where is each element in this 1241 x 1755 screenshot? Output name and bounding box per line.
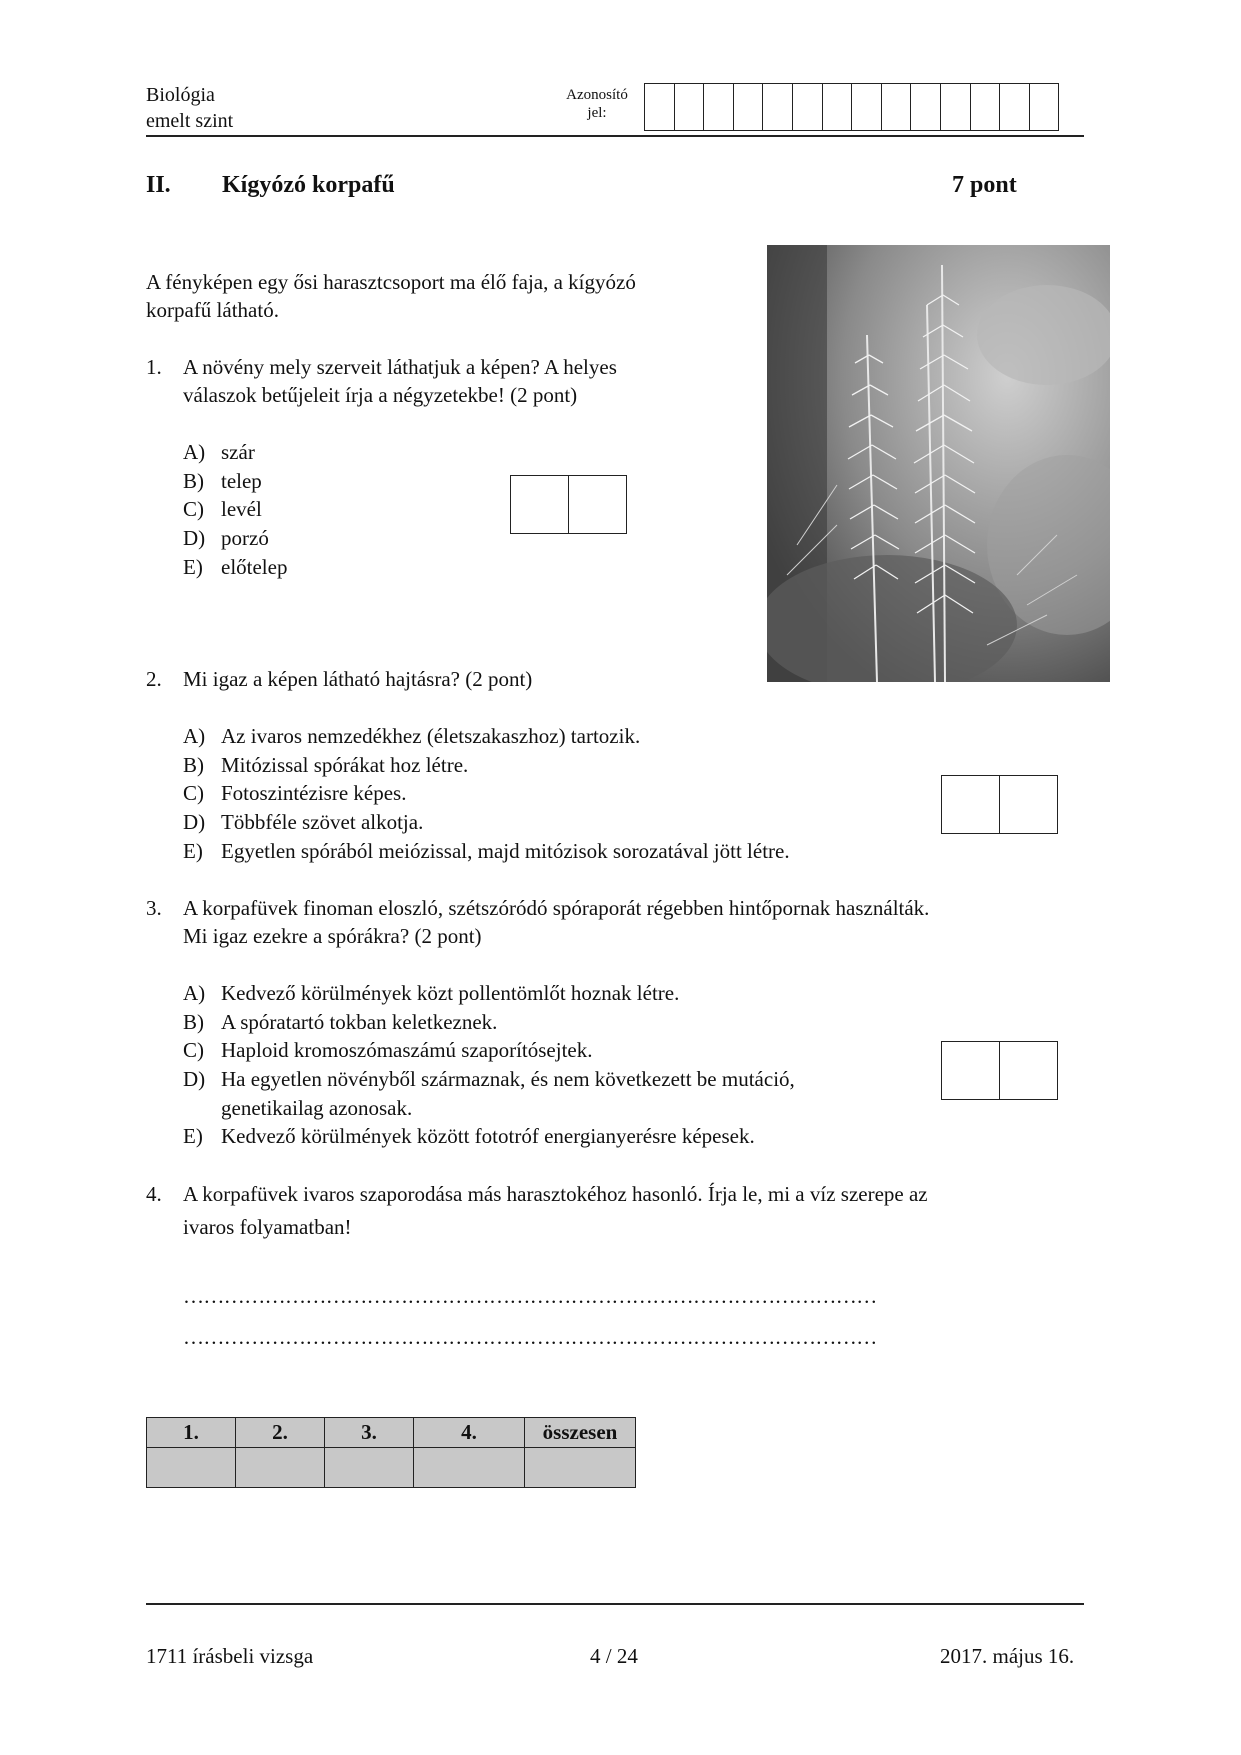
id-label: Azonosító jel:: [566, 87, 628, 121]
q4-answer-line-2[interactable]: …………………………………………………………………………………………: [183, 1325, 877, 1349]
q2-options: [183, 723, 790, 866]
option: D) Ha egyetlen növényből származnak, és nem következett be mutáció,: [183, 1067, 795, 1092]
q3-line-2: Mi igaz ezekre a spórákra? (2 pont): [183, 924, 482, 948]
header-level: emelt szint: [146, 110, 234, 132]
q1-line-1: A növény mely szerveit láthatjuk a képen? A helyes: [183, 355, 617, 379]
q1-number: 1.: [146, 355, 162, 379]
score-header-2: 2.: [236, 1418, 325, 1448]
score-header-total: összesen: [525, 1418, 636, 1448]
intro-line-2: korpafű látható.: [146, 298, 279, 322]
option: A) szár: [183, 440, 255, 464]
option: genetikailag azonosak.: [221, 1095, 413, 1120]
option: B) A spóratartó tokban keletkeznek.: [183, 1009, 498, 1034]
section-number: II.: [146, 172, 171, 198]
option: E) előtelep: [183, 554, 288, 579]
footer-exam-code: 1711 írásbeli vizsga: [146, 1644, 314, 1668]
option: C) levél: [183, 497, 262, 522]
q3-answer-boxes[interactable]: [941, 1041, 1058, 1100]
option: C) Fotoszintézisre képes.: [183, 781, 407, 806]
score-cell-2[interactable]: [236, 1448, 325, 1488]
q2-number: 2.: [146, 667, 162, 691]
score-cell-3[interactable]: [325, 1448, 414, 1488]
q2-answer-boxes[interactable]: [941, 775, 1058, 834]
section-points: 7 pont: [952, 172, 1017, 198]
score-header-4: 4.: [414, 1418, 525, 1448]
footer-page-number: 4 / 24: [590, 1644, 638, 1668]
q4-line-2: ivaros folyamatban!: [183, 1215, 352, 1239]
q3-number: 3.: [146, 896, 162, 920]
score-cell-1[interactable]: [147, 1448, 236, 1488]
score-header-3: 3.: [325, 1418, 414, 1448]
q3-line-1: A korpafüvek finoman eloszló, szétszóródó spóraporát régebben hintőpornak használták.: [183, 896, 930, 920]
option: B) Mitózissal spórákat hoz létre.: [183, 752, 469, 777]
q1-options: [183, 439, 287, 582]
score-table: [146, 1417, 636, 1488]
option: E) Egyetlen spórából meiózissal, majd mitózisok sorozatával jött létre.: [183, 838, 790, 863]
q4-answer-line-1[interactable]: …………………………………………………………………………………………: [183, 1284, 877, 1308]
score-header-1: 1.: [147, 1418, 236, 1448]
header-subject: Biológia: [146, 84, 215, 106]
footer-rule: [146, 1603, 1084, 1605]
section-title: Kígyózó korpafű: [222, 172, 395, 198]
clubmoss-illustration: [767, 245, 1110, 682]
score-table-values: [147, 1448, 636, 1488]
q3-options: [183, 980, 795, 1152]
clubmoss-photo: [767, 245, 1110, 682]
option: E) Kedvező körülmények között fototróf energianyerésre képesek.: [183, 1124, 755, 1149]
option: A) Kedvező körülmények közt pollentömlőt hoznak létre.: [183, 981, 680, 1005]
option: D) porzó: [183, 526, 269, 551]
header-rule: [146, 135, 1084, 137]
q1-line-2: válaszok betűjeleit írja a négyzetekbe! (2 pont): [183, 383, 578, 407]
option: B) telep: [183, 468, 262, 493]
option: A) Az ivaros nemzedékhez (életszakaszhoz) tartozik.: [183, 724, 641, 748]
option: D) Többféle szövet alkotja.: [183, 810, 424, 835]
q1-answer-boxes[interactable]: [510, 475, 627, 534]
option: C) Haploid kromoszómaszámú szaporítósejtek.: [183, 1038, 593, 1063]
score-cell-4[interactable]: [414, 1448, 525, 1488]
id-input-boxes[interactable]: [644, 83, 1059, 131]
score-cell-total[interactable]: [525, 1448, 636, 1488]
q4-number: 4.: [146, 1182, 162, 1206]
q2-line-1: Mi igaz a képen látható hajtásra? (2 pont): [183, 667, 533, 691]
intro-line-1: A fényképen egy ősi harasztcsoport ma élő faja, a kígyózó: [146, 270, 636, 294]
score-table-header: [147, 1418, 636, 1448]
footer-date: 2017. május 16.: [940, 1644, 1075, 1668]
q4-line-1: A korpafüvek ivaros szaporodása más harasztokéhoz hasonló. Írja le, mi a víz szerepe az: [183, 1182, 928, 1206]
